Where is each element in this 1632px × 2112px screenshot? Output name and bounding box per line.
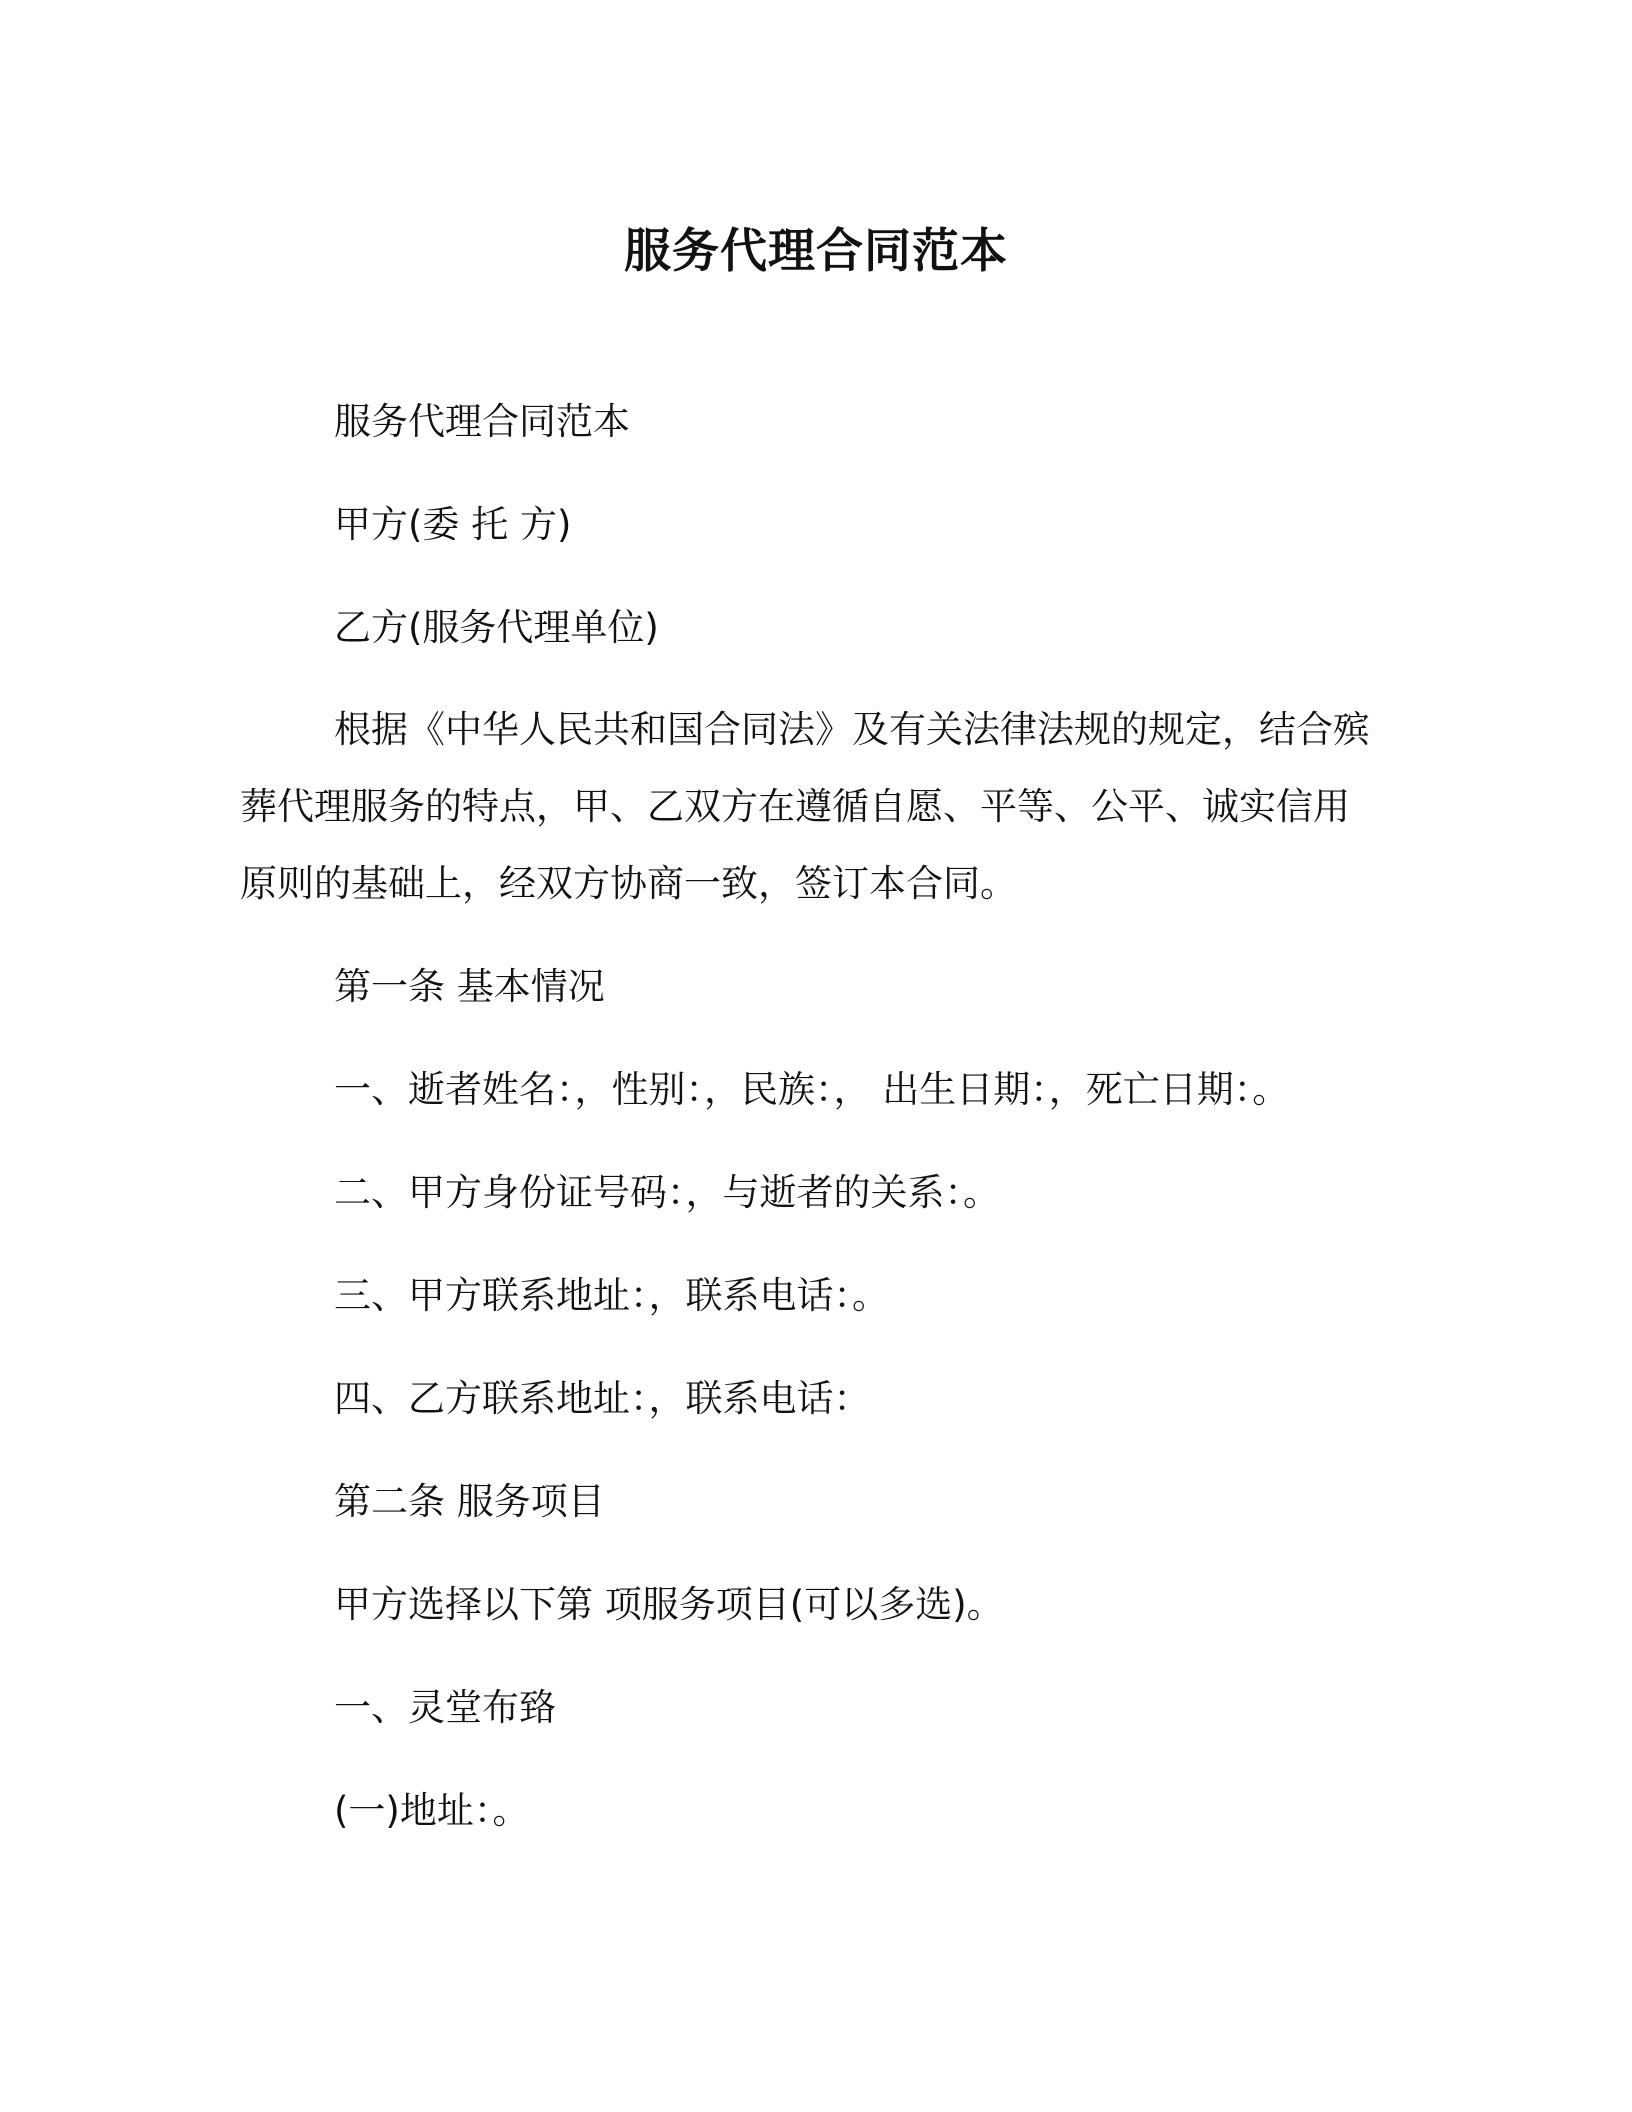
document-title: 服务代理合同范本 [624, 224, 1008, 279]
article-1-item-4: 四、乙方联系地址：，联系电话： [334, 1377, 871, 1420]
article-1-item-1: 一、逝者姓名：，性别：，民族：， 出生日期：，死亡日期：。 [334, 1068, 1290, 1111]
article-2-intro: 甲方选择以下第 项服务项目(可以多选)。 [334, 1583, 1004, 1626]
preamble-line-2: 葬代理服务的特点，甲、乙双方在遵循自愿、平等、公平、诚实信用 [240, 785, 1350, 828]
article-1-heading: 第一条 基本情况 [334, 965, 605, 1008]
article-2-item-1: 一、灵堂布臵 [334, 1686, 556, 1729]
article-1-item-2: 二、甲方身份证号码：，与逝者的关系：。 [334, 1171, 1000, 1214]
article-2-sub-1: (一)地址：。 [334, 1789, 530, 1832]
party-a-line: 甲方(委 托 方) [334, 503, 572, 546]
subtitle-line: 服务代理合同范本 [334, 400, 630, 443]
party-b-line: 乙方(服务代理单位) [334, 606, 659, 649]
article-2-heading: 第二条 服务项目 [334, 1480, 605, 1523]
article-1-item-3: 三、甲方联系地址：，联系电话：。 [334, 1274, 889, 1317]
preamble-line-1: 根据《中华人民共和国合同法》及有关法律法规的规定，结合殡 [334, 708, 1370, 751]
preamble-line-3: 原则的基础上，经双方协商一致，签订本合同。 [240, 862, 1017, 905]
